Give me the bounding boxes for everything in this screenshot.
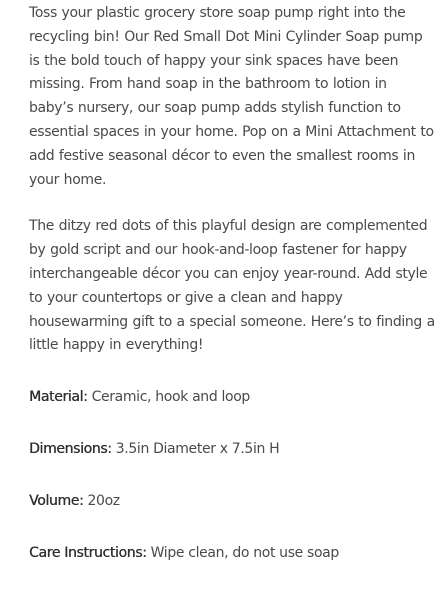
spec-care-instructions (29, 542, 435, 566)
spec-care-label: Care Instructions: (29, 544, 147, 561)
spec-material-label: Material: (29, 389, 88, 406)
spec-material-value: Ceramic, hook and loop (91, 389, 250, 406)
spec-volume-label: Volume: (29, 492, 84, 509)
spec-material (29, 386, 435, 410)
spec-dimensions-value: 3.5in Diameter x 7.5in H (115, 440, 280, 457)
description-paragraph-1: Toss your plastic grocery store soap pump right into the recycling bin! Our Red Small Dot Mini Cylinder Soap pump is the bold touch of happy your sink spaces have been missing. From hand soap in the bathroom to lotion in baby’s nursery, our soap pump adds stylish function to essential spaces in your home. Pop on a Mini Attachment to add festive seasonal décor to even the smallest rooms in your home. (29, 5, 434, 188)
spec-volume (29, 490, 435, 514)
spec-dimensions-label: Dimensions: (29, 440, 112, 457)
spec-volume-value: 20oz (87, 492, 120, 509)
description-paragraph-2: The ditzy red dots of this playful design are complemented by gold script and our hook-and-loop fastener for happy interchangeable décor you can enjoy year-round. Add style to your countertops or give a clean and happy housewarming gift to a special someone. Here’s to finding a little happy in everything! (29, 218, 435, 354)
product-description (29, 2, 435, 565)
spec-dimensions (29, 438, 435, 462)
spec-care-value: Wipe clean, do not use soap (150, 544, 339, 561)
